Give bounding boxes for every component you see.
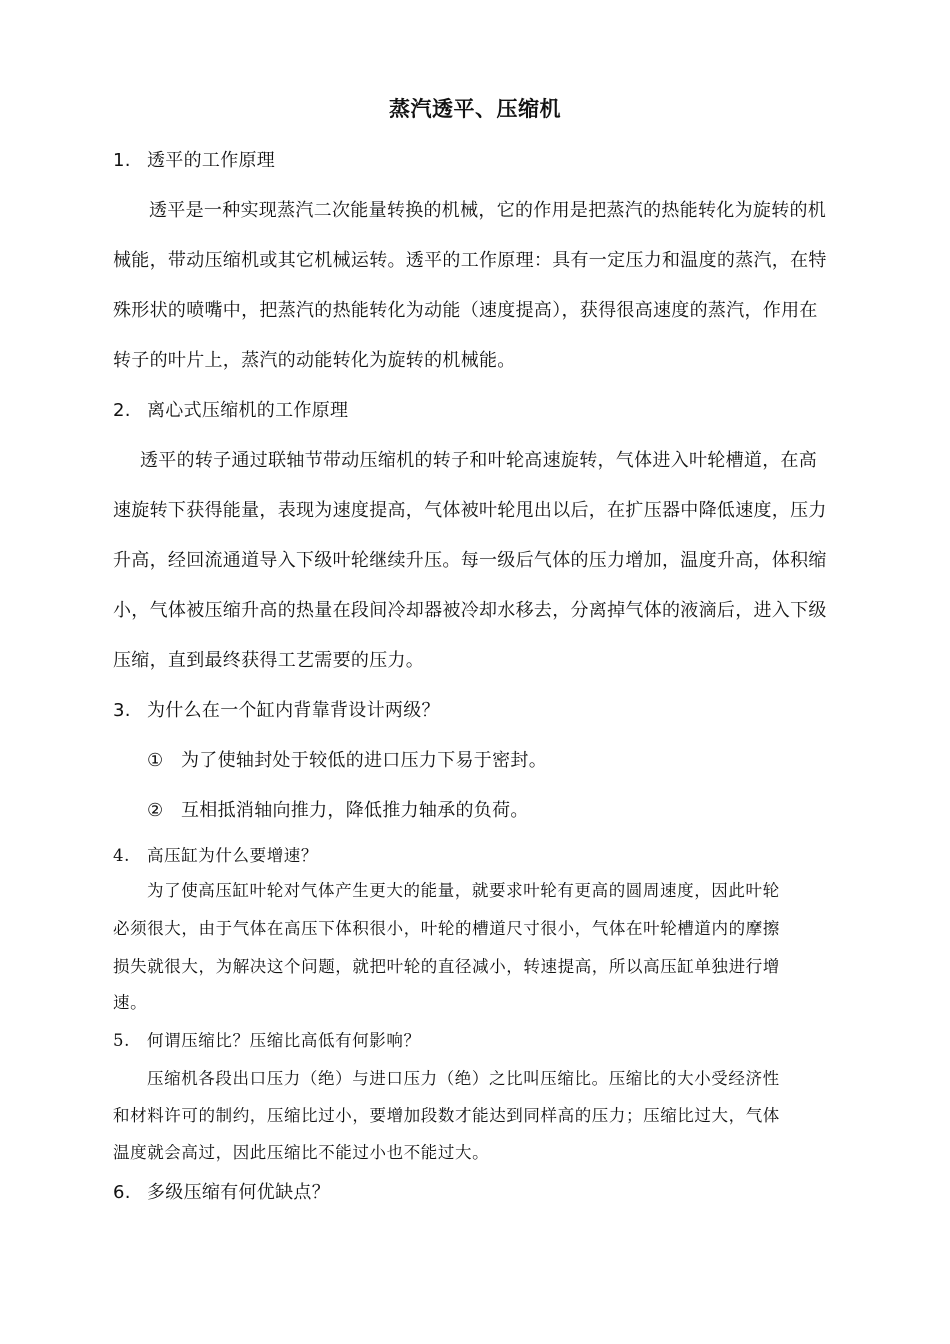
section-3-heading bbox=[113, 696, 440, 726]
section-number: 2. bbox=[113, 400, 131, 421]
section-5-heading bbox=[113, 1026, 421, 1056]
section-4-line: 损失就很大，为解决这个问题，就把叶轮的直径减小，转速提高，所以高压缸单独进行增 bbox=[113, 957, 780, 976]
section-3-item bbox=[147, 746, 547, 776]
section-heading-text: 为什么在一个缸内背靠背设计两级？ bbox=[147, 700, 440, 721]
section-3-item bbox=[147, 796, 529, 826]
item-text: 为了使轴封处于较低的进口压力下易于密封。 bbox=[181, 750, 547, 771]
document-title: 蒸汽透平、压缩机 bbox=[389, 97, 561, 121]
item-text: 互相抵消轴向推力，降低推力轴承的负荷。 bbox=[181, 800, 529, 821]
section-heading-text: 透平的工作原理 bbox=[147, 150, 276, 171]
section-5-line: 压缩机各段出口压力（绝）与进口压力（绝）之比叫压缩比。压缩比的大小受经济性 bbox=[147, 1069, 780, 1088]
section-6-heading bbox=[113, 1178, 330, 1208]
section-1-line: 殊形状的喷嘴中，把蒸汽的热能转化为动能（速度提高），获得很高速度的蒸汽，作用在 bbox=[113, 300, 818, 321]
section-number: 3. bbox=[113, 700, 131, 721]
section-number: 1. bbox=[113, 150, 131, 171]
section-1-heading bbox=[113, 146, 275, 176]
section-5-line: 和材料许可的制约，压缩比过小，要增加段数才能达到同样高的压力；压缩比过大，气体 bbox=[113, 1106, 780, 1125]
item-marker: ① bbox=[147, 750, 164, 771]
section-2-line: 透平的转子通过联轴节带动压缩机的转子和叶轮高速旋转，气体进入叶轮槽道，在高 bbox=[140, 450, 818, 471]
item-marker: ② bbox=[147, 800, 164, 821]
section-4-line: 速。 bbox=[113, 993, 148, 1012]
section-1-line: 转子的叶片上，蒸汽的动能转化为旋转的机械能。 bbox=[113, 350, 516, 371]
section-2-line: 速旋转下获得能量，表现为速度提高，气体被叶轮甩出以后，在扩压器中降低速度，压力 bbox=[113, 500, 827, 521]
section-2-line: 压缩，直到最终获得工艺需要的压力。 bbox=[113, 650, 425, 671]
section-heading-text: 何谓压缩比？压缩比高低有何影响？ bbox=[147, 1031, 421, 1050]
section-2-heading bbox=[113, 396, 348, 426]
section-1-line: 械能，带动压缩机或其它机械运转。透平的工作原理：具有一定压力和温度的蒸汽，在特 bbox=[113, 250, 827, 271]
section-heading-text: 高压缸为什么要增速？ bbox=[147, 846, 318, 865]
section-1-line: 透平是一种实现蒸汽二次能量转换的机械，它的作用是把蒸汽的热能转化为旋转的机 bbox=[149, 200, 827, 221]
section-4-heading bbox=[113, 841, 318, 871]
section-2-line: 小，气体被压缩升高的热量在段间冷却器被冷却水移去，分离掉气体的液滴后，进入下级 bbox=[113, 600, 827, 621]
section-number: 5. bbox=[113, 1031, 130, 1050]
section-4-line: 必须很大，由于气体在高压下体积很小，叶轮的槽道尺寸很小，气体在叶轮槽道内的摩擦 bbox=[113, 919, 780, 938]
section-2-line: 升高，经回流通道导入下级叶轮继续升压。每一级后气体的压力增加，温度升高，体积缩 bbox=[113, 550, 827, 571]
section-5-line: 温度就会高过，因此压缩比不能过小也不能过大。 bbox=[113, 1143, 490, 1162]
section-heading-text: 离心式压缩机的工作原理 bbox=[147, 400, 349, 421]
section-4-line: 为了使高压缸叶轮对气体产生更大的能量，就要求叶轮有更高的圆周速度，因此叶轮 bbox=[147, 881, 780, 900]
section-heading-text: 多级压缩有何优缺点？ bbox=[147, 1182, 330, 1203]
section-number: 4. bbox=[113, 846, 130, 865]
section-number: 6. bbox=[113, 1182, 131, 1203]
